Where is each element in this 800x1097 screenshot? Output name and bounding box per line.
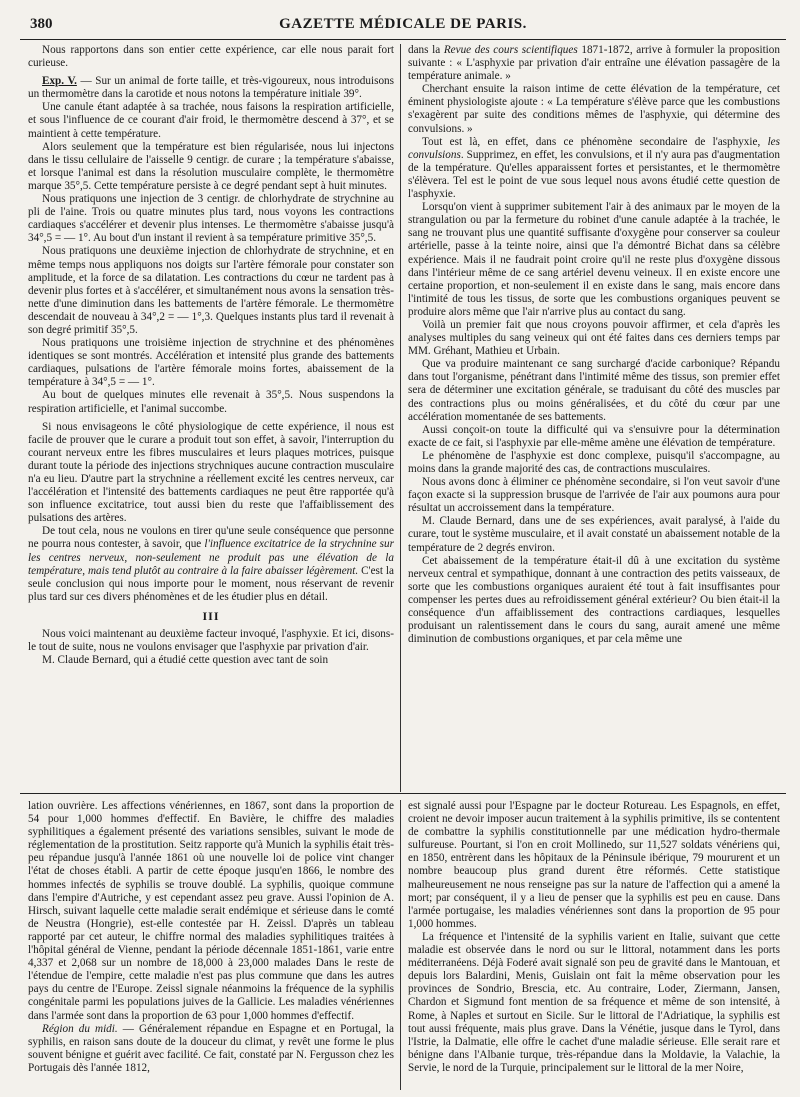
bottom-right-column [408,800,780,1090]
page-number: 380 [30,16,53,32]
experiment-paragraph: Exp. V. — Sur un animal de forte taille, et très-vigoureux, nous introduisons un thermomètre dans la carotide et nous notons la température initiale 39°. [28,75,394,101]
paragraph: lation ouvrière. Les affections vénériennes, en 1867, sont dans la proportion de 54 pour 1,000 hommes d'effectif. En Bavière, le chiffre des maladies syphilitiques a également présenté des variations sensibles, suivant le mode de réglementation de la prostitution. Seitz rapporte qu'à Munich la syphilis était très-peu répandue jusqu'à l'année 1861 où une nouvelle loi de police vint changer l'état de choses établi. A partir de cette époque jusqu'en 1866, le nombre des hommes infectés de syphilis se trouve doublé. La syphilis, quoique commune dans l'empire d'Autriche, y est cependant assez peu grave. Aussi l'opinion de A. Hirsch, suivant laquelle cette maladie serait endémique et sérieuse dans le comté de Neustra (Hongrie), est-elle contestée par H. Zeissl. D'après un tableau rapporté par cet auteur, le chiffre normal des maladies syphilitiques traitées à l'hôpital général de Vienne, pendant la période décennale 1851-1861, varie entre 4,337 et 2,068 sur un nombre de 18,000 à 23,000 malades Dans le reste de l'étendue de l'empire, cette maladie n'est pas plus commune que dans les autres pays du centre de l'Europe. Zeissl signale néanmoins la fréquence de la syphilis congénitale parmi les populations juives de la Gallicie. Les maladies vénériennes dans l'armée sont dans la proportion de 63 pour 1,000 hommes d'effectif. [28,800,394,1022]
paragraph: Que va produire maintenant ce sang surchargé d'acide carbonique? Répandu dans tout l'organisme, pénétrant dans l'intimité même des tissus, son premier effet sera de déterminer une excitation générale, se traduisant du côté des muscles par des contractions plus ou moins généralisées, et du côté du cœur par une accélération momentanée de ses battements. [408,358,780,423]
region-heading: Région du midi. [42,1022,118,1035]
paragraph: Nous voici maintenant au deuxième facteur invoqué, l'asphyxie. Et ici, disons-le tout de suite, nous ne voulons envisager que l'asphyxie par privation d'air. [28,628,394,654]
paragraph: Tout est là, en effet, dans ce phénomène secondaire de l'asphyxie, les convulsions. Supprimez, en effet, les convulsions, et il n'y aura pas d'augmentation de la température. Qu'elles apparaissent fortes et persistantes, et le thermomètre s'élèvera. Tel est le point de vue sous lequel nous avons étudié cette question de l'asphyxie. [408,135,780,201]
conclusion-paragraph: De tout cela, nous ne voulons en tirer qu'une seule conséquence que personne ne pourra nous contester, à savoir, que l'influence excitatrice de la strychnine sur les centres nerveux, non-seulement ne produit pas une élévation de la température, mais tend plutôt au contraire à la faire abaisser légèrement. C'est la seule conclusion qui nous importe pour le moment, nous réservant de revenir plus tard sur ces divers phénomènes et de les étudier plus en détail. [28,525,394,603]
paragraph: Voilà un premier fait que nous croyons pouvoir affirmer, et cela d'après les analyses multiples du sang veineux qui ont été faites dans ces derniers temps par MM. Gréhant, Mathieu et Urbain. [408,318,780,358]
paragraph: Cet abaissement de la température était-il dû à une excitation du système nerveux central et sympathique, donnant à une contraction des petits vaisseaux, de sorte que les combustions organiques auraient été tout à fait insuffisantes pour compenser les pertes dues au refroidissement général extérieur? Ou bien était-il la conséquence d'un affaiblissement des contractions cardiaques, lesquelles produisant un ralentissement dans le cours du sang, aurait amené une même diminution de combustions organiques, et par cela même une [408,554,780,646]
paragraph: Le phénomène de l'asphyxie est donc complexe, puisqu'il s'accompagne, au moins dans la grande majorité des cas, de contractions musculaires. [408,449,780,475]
top-columns [20,44,786,792]
paragraph: Nous rapportons dans son entier cette expérience, car elle nous parait fort curieuse. [28,44,394,70]
page-header [20,14,786,40]
paragraph: Si nous envisageons le côté physiologique de cette expérience, il nous est facile de prouver que le curare a produit tout son effet, à savoir, l'interruption du courant nerveux entre les fibres musculaires et leurs plaques motrices, puisque durant toute la période des injections strychniques aucune contraction musculaire n'a eu lieu. D'autre part la strychnine a réellement excité les centres nerveux, car l'accélération et l'intensité des battements cardiaques ne peut être rapportée qu'à son influence excitatrice, tout aussi bien du reste que l'affaiblissement des pulsations des artères. [28,420,394,525]
section-heading: III [202,608,220,623]
top-right-column [408,44,780,792]
top-left-column [28,44,394,792]
paragraph: est signalé aussi pour l'Espagne par le docteur Rotureau. Les Espagnols, en effet, croient ne devoir imposer aucun traitement à la syphilis primitive, ils se contentent de combattre la syphilis constitutionnelle par une médication hydro-thermale sulfureuse. Pourtant, si l'on en croit Mollinedo, sur 11,527 soldats vénériens qui, en 1850, entrèrent dans les hôpitaux de la Péninsule ibérique, 79 moururent et un nombre beaucoup plus grand durent être réformés. Cette statistique malheureusement ne nous renseigne pas sur la nature de l'affection qui a amené la mort; par conséquent, il y a lieu de penser que la syphilis est peu en cause. Dans l'armée portugaise, les maladies vénériennes sont dans la proportion de 95 pour 1,000 hommes. [408,800,780,930]
paragraph: Nous pratiquons une deuxième injection de chlorhydrate de strychnine, et en même temps nous appliquons nos doigts sur l'artère fémorale pour constater son amplitude, et la force de sa dilatation. Les contractions du cœur ne tardent pas à devenir plus fortes et à s'accélérer, et simultanément nous avons la sensation très-nette d'une diminution dans les battements de l'artère fémorale. Le thermomètre descendait de nouveau à 34°,2 = — 1°,3. Quelques instants plus tard il revenait à son degré primitif 35°,5. [28,245,394,336]
column-divider [400,800,401,1090]
experiment-label: Exp. V. [42,75,77,88]
bottom-columns [20,800,786,1090]
paragraph: Région du midi. — Généralement répandue en Espagne et en Portugal, la syphilis, en raison sans doute de la douceur du climat, y revêt une forme le plus souvent bénigne et guérit avec facilité. Ce fait, constaté par N. Fergusson chez les Portugais dès l'année 1812, [28,1022,394,1074]
paragraph: Cherchant ensuite la raison intime de cette élévation de la température, cet éminent physiologiste ajoute : « La température s'élève parce que les combustions s'exagèrent par suite des conditions mêmes de l'asphyxie, qui détermine des convulsions. » [408,83,780,135]
column-divider [400,44,401,792]
paragraph: Nous pratiquons une injection de 3 centigr. de chlorhydrate de strychnine au pli de l'aine. Trois ou quatre minutes plus tard, nous voyons les contractions cardiaques s'accélérer et devenir plus intenses. Le thermomètre s'abaisse jusqu'à 34°,5 = — 1°. Au bout d'un instant il revient à sa température primitive 35°,5. [28,193,394,245]
paragraph: Au bout de quelques minutes elle revenait à 35°,5. Nous suspendons la respiration artificielle, et l'animal succombe. [28,389,394,415]
paragraph: Nous avons donc à éliminer ce phénomène secondaire, si l'on veut savoir d'une façon exacte si la suppression brusque de l'arrivée de l'air aux poumons aura pour résultat un accroissement dans la température. [408,476,780,515]
paragraph: Aussi conçoit-on toute la difficulté qui va s'ensuivre pour la détermination exacte de ce fait, si l'asphyxie par elle-même amène une élévation de température. [408,423,780,449]
paragraph: La fréquence et l'intensité de la syphilis varient en Italie, suivant que cette maladie est observée dans le nord ou sur le littoral, notamment dans les ports méditerranéens. Déjà Foderé avait signalé son peu de gravité dans le Mantouan, et depuis lors Balardini, Menis, Guislain ont fait la même observation pour les provinces de Sondrio, Brescia, etc. Au contraire, Loder, Ziermann, Jansen, Chardon et Sigmund font mention de sa fréquence et même de son intensité, à Rome, à Naples et surtout en Sicile. Sur le littoral de l'Adriatique, la syphilis est tout aussi fréquente, mais plus grave. Dans la Vénétie, jusque dans le Tyrol, dans l'Istrie, la Dalmatie, elle offre le cachet d'une maladie sérieuse. Elle serait rare et bénigne dans l'Albanie turque, très-répandue dans la Moldavie, la Valachie, la Servie, le nord de la Turquie, principalement sur le littoral de la mer Noire, [408,930,780,1074]
newspaper-page [20,14,786,1090]
paragraph: Nous pratiquons une troisième injection de strychnine et des phénomènes identiques se sont montrés. Accélération et intensité plus grande des battements cardiaques, pulsations de l'artère fémorale moins fortes, abaissement de la température à 34°,5 = — 1°. [28,337,394,389]
running-title: GAZETTE MÉDICALE DE PARIS. [279,16,527,32]
paragraph: Lorsqu'on vient à supprimer subitement l'air à des animaux par le moyen de la strangulation ou par la fermeture du robinet d'une canule adaptée à la trachée, le sang ne trouvant plus une quantité suffisante d'oxygène pour conserver sa couleur artérielle, passe à la teinte noire, ainsi que l'a démontré Bichat dans sa célèbre expérience. Mais il ne faudrait point croire qu'il ne reste plus d'oxygène dissous dans l'intérieur même de ce sang artériel devenu veineux. Il en existe encore une certaine proportion, et non-seulement il en existe dans le sang, mais encore dans l'intimité de tous les tissus, de sorte que les combustions organiques peuvent se produire alors même que l'air n'arrive plus au contact du sang. [408,201,780,318]
paragraph: M. Claude Bernard, qui a étudié cette question avec tant de soin [42,654,329,667]
bottom-left-column [28,800,394,1090]
paragraph: Alors seulement que la température est bien régularisée, nous lui injectons dans le tissu cellulaire de l'aisselle 9 centigr. de curare ; la température s'abaisse, et lorsque l'animal est dans la résolution musculaire complète, le thermomètre marque 35°,5. Cette température persiste à ce degré pendant sept à huit minutes. [28,140,394,192]
paragraph: dans la Revue des cours scientifiques 1871-1872, arrive à formuler la proposition suivante : « L'asphyxie par privation d'air entraîne une élévation passagère de la température animale. » [408,44,780,83]
section-divider [20,793,786,794]
paragraph: Une canule étant adaptée à sa trachée, nous faisons la respiration artificielle, et sous l'influence de ce courant d'air froid, le thermomètre descend à 37°, et se maintient à cette température. [28,101,394,140]
paragraph: M. Claude Bernard, dans une de ses expériences, avait paralysé, à l'aide du curare, tout le système musculaire, et il avait constaté un abaissement notable de la température de 2 degrés environ. [408,515,780,554]
